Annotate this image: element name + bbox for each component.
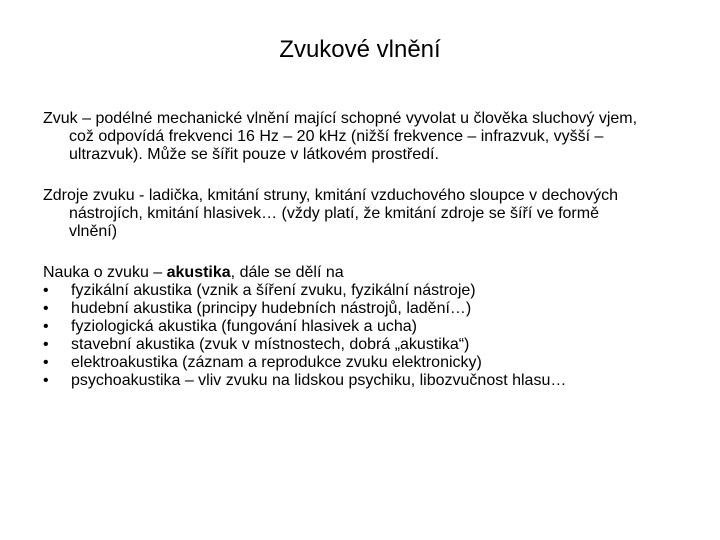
list-item	[43, 372, 715, 390]
paragraph-line: Zdroje zvuku - ladička, kmitání struny, kmitání vzduchového sloupce v dechových	[43, 187, 619, 204]
list-item-text: elektroakustika (záznam a reprodukce zvuku elektronicky)	[71, 354, 482, 371]
intro-text: Nauka o zvuku –	[43, 264, 167, 281]
list-item	[43, 300, 715, 318]
list-item	[43, 282, 715, 300]
paragraph-line: Zvuk – podélné mechanické vlnění mající schopné vyvolat u člověka sluchový vjem,	[43, 110, 638, 127]
list-item-text: stavební akustika (zvuk v místnostech, dobrá „akustika“)	[71, 336, 470, 353]
bullet-icon: •	[43, 318, 49, 335]
acoustics-intro	[43, 264, 715, 282]
sound-sources-paragraph	[43, 187, 715, 241]
list-item	[43, 336, 715, 354]
bullet-icon: •	[43, 354, 49, 371]
page-title: Zvukové vlnění	[279, 36, 441, 63]
bullet-icon: •	[43, 282, 49, 299]
bullet-icon: •	[43, 336, 49, 353]
intro-text: , dále se dělí na	[230, 264, 344, 281]
paragraph-line: což odpovídá frekvenci 16 Hz – 20 kHz (nižší frekvence – infrazvuk, vyšší –	[69, 128, 604, 145]
sound-definition-paragraph	[43, 110, 715, 164]
list-item	[43, 318, 715, 336]
list-item-text: hudební akustika (principy hudebních nástrojů, ladění…)	[71, 300, 472, 317]
list-item-text: fyzikální akustika (vznik a šíření zvuku, fyzikální nástroje)	[71, 282, 476, 299]
paragraph-line: vlnění)	[69, 223, 118, 240]
paragraph-line: ultrazvuk). Může se šířit pouze v látkovém prostředí.	[69, 146, 439, 163]
bullet-icon: •	[43, 300, 49, 317]
acoustics-paragraph	[43, 264, 715, 390]
list-item-text: psychoakustika – vliv zvuku na lidskou psychiku, libozvučnost hlasu…	[71, 372, 567, 389]
list-item	[43, 354, 715, 372]
paragraph-line: nástrojích, kmitání hlasivek… (vždy platí, že kmitání zdroje se šíří ve formě	[69, 205, 599, 222]
acoustics-term: akustika	[166, 264, 231, 281]
bullet-icon: •	[43, 372, 49, 389]
list-item-text: fyziologická akustika (fungování hlasivek a ucha)	[71, 318, 417, 335]
